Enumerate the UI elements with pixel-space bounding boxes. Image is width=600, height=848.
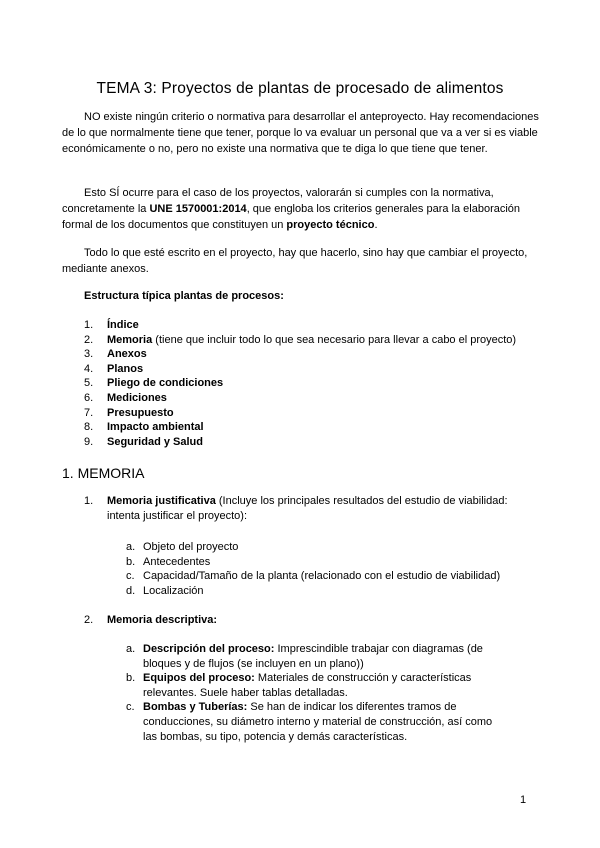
memoria-justificativa: 1. Memoria justificativa (Incluye los principales resultados del estudio de viabilidad: intenta justificar el proyecto): xyxy=(84,495,508,522)
structure-item: 7. Presupuesto xyxy=(84,406,174,419)
list-item: b. Antecedentes xyxy=(126,555,211,568)
annex-paragraph: Todo lo que esté escrito en el proyecto, hay que hacerlo, sino hay que cambiar el proyecto, mediante anexos. xyxy=(62,247,528,275)
memoria-descriptiva: 2. Memoria descriptiva: xyxy=(84,614,218,626)
structure-item: 4. Planos xyxy=(84,362,144,375)
list-item: c. Capacidad/Tamaño de la planta (relacionado con el estudio de viabilidad) xyxy=(126,570,501,583)
list-item: d. Localización xyxy=(126,584,204,597)
page-title: TEMA 3: Proyectos de plantas de procesado de alimentos xyxy=(96,80,504,97)
justificativa-sublist xyxy=(126,540,500,598)
structure-item: 9. Seguridad y Salud xyxy=(84,435,203,448)
structure-item: 8. Impacto ambiental xyxy=(84,421,204,434)
structure-item: 6. Mediciones xyxy=(84,391,167,404)
list-item: a. Objeto del proyecto xyxy=(126,541,239,553)
structure-heading: Estructura típica plantas de procesos: xyxy=(84,290,284,302)
structure-item: 5. Pliego de condiciones xyxy=(84,377,224,390)
technical-project-term: proyecto técnico xyxy=(286,219,375,231)
norm-code: UNE 1570001:2014 xyxy=(149,203,247,215)
list-item: b. Equipos del proceso: Materiales de construcción y características relevantes. Suele haber tablas detalladas. xyxy=(126,672,472,699)
section-heading-memoria: 1. MEMORIA xyxy=(62,465,145,481)
page-number: 1 xyxy=(520,794,527,806)
descriptiva-sublist xyxy=(126,642,506,744)
list-item: c. Bombas y Tuberías: Se han de indicar los diferentes tramos de conducciones, su diámetro interno y material de construcción, así como las bombas, su tipo, potencia y demás características. xyxy=(126,701,493,743)
structure-list xyxy=(84,318,516,449)
structure-item: 3. Anexos xyxy=(84,348,147,361)
intro-paragraph: NO existe ningún criterio o normativa para desarrollar el anteproyecto. Hay recomendaciones de lo que normalmente tiene que tener, porque lo va evaluar un personal que va a ver si es viable económicamente o no, pero no existe una normativa que te diga lo que tiene que tener. xyxy=(62,111,539,155)
list-item: a. Descripción del proceso: Imprescindible trabajar con diagramas (de bloques y de flujos (se incluyen en un plano)) xyxy=(126,643,483,670)
structure-item: 1. Índice xyxy=(84,319,139,331)
norm-paragraph: Esto SÍ ocurre para el caso de los proyectos, valorarán si cumples con la normativa, concretamente la UNE 1570001:2014, que engloba los criterios generales para la elaboración formal de los documentos que constituyen un proyecto técnico. xyxy=(62,187,521,231)
structure-item: 2. Memoria (tiene que incluir todo lo que sea necesario para llevar a cabo el proyecto) xyxy=(84,333,517,346)
